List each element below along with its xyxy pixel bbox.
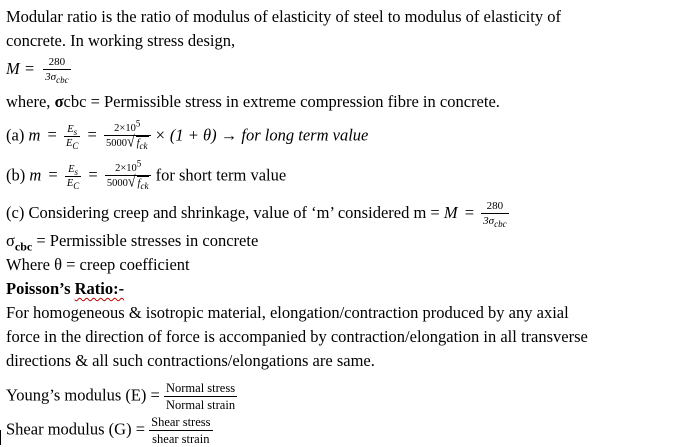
text-cursor (0, 430, 1, 445)
formula-denominator: $3\sigma_{cbc}$ (45, 71, 69, 86)
modular-ratio-formula (6, 56, 71, 84)
sigma-symbol: σ (54, 92, 64, 111)
young-fraction: $\frac{\text{Normal stress}}{\text{Normal strain}}$ (165, 381, 236, 412)
formula-numerator: 280 (43, 56, 70, 70)
intro-line-2: concrete. In working stress design, (6, 31, 236, 50)
poisson-heading: Poisson’s Ratio:- (6, 279, 125, 298)
intro-line-1: Modular ratio is the ratio of modulus of elasticity of steel to modulus of elasticity of (6, 7, 561, 26)
formula-fraction (43, 56, 70, 84)
poisson-para-line-3: directions & all such contractions/elongations are same. (6, 351, 375, 370)
es-ec-fraction: $\frac{E_s}{E_C}$ (65, 123, 79, 151)
where-sigma-line: where, σcbc = Permissible stress in extreme compression fibre in concrete. (6, 92, 500, 111)
theta-definition: Where θ = creep coefficient (6, 255, 190, 274)
formula-lhs: M = (6, 58, 36, 78)
shear-fraction: $\frac{\text{Shear stress}}{\text{shear strain}}$ (151, 415, 211, 446)
case-b-formula: (b) m = $\frac{E_s}{E_C}$ = $\frac{2\times 10^5}{5000√ f_{ck}}$ for short term value (6, 158, 287, 192)
modulus-fraction: $\frac{2\times 10^5}{5000√ f_{ck}}$ (104, 122, 151, 151)
poisson-para-line-2: force in the direction of force is accompanied by contraction/elongation in all transverse (6, 327, 588, 346)
long-term-text: × (1 + θ) → for long term value (154, 125, 369, 145)
shear-modulus-formula: Shear modulus (G) = $\frac{\text{Shear stress}}{\text{shear strain}}$ (6, 415, 211, 446)
young-modulus-formula: Young’s modulus (E) = $\frac{\text{Normal stress}}{\text{Normal strain}}$ (6, 381, 236, 412)
case-a-formula: (a) m = $\frac{E_s}{E_C}$ = $\frac{2\times 10^5}{5000√ f_{ck}}$ × (1 + θ) → for long term value (6, 118, 369, 152)
case-c-formula: (c) Considering creep and shrinkage, value of ‘m’ considered m = M = $\frac{280}{3\sigma_{cbc}}$ (6, 200, 507, 230)
sigma-definition: $\sigma_{cbc}$ = Permissible stresses in concrete (6, 231, 259, 254)
short-term-text: for short term value (155, 165, 287, 185)
poisson-para-line-1: For homogeneous & isotropic material, elongation/contraction produced by any axial (6, 303, 569, 322)
es-ec-fraction: $\frac{E_s}{E_C}$ (66, 163, 80, 191)
case-c-fraction: $\frac{280}{3\sigma_{cbc}}$ (483, 200, 507, 230)
modulus-fraction: $\frac{2\times 10^5}{5000√ f_{ck}}$ (105, 162, 152, 191)
